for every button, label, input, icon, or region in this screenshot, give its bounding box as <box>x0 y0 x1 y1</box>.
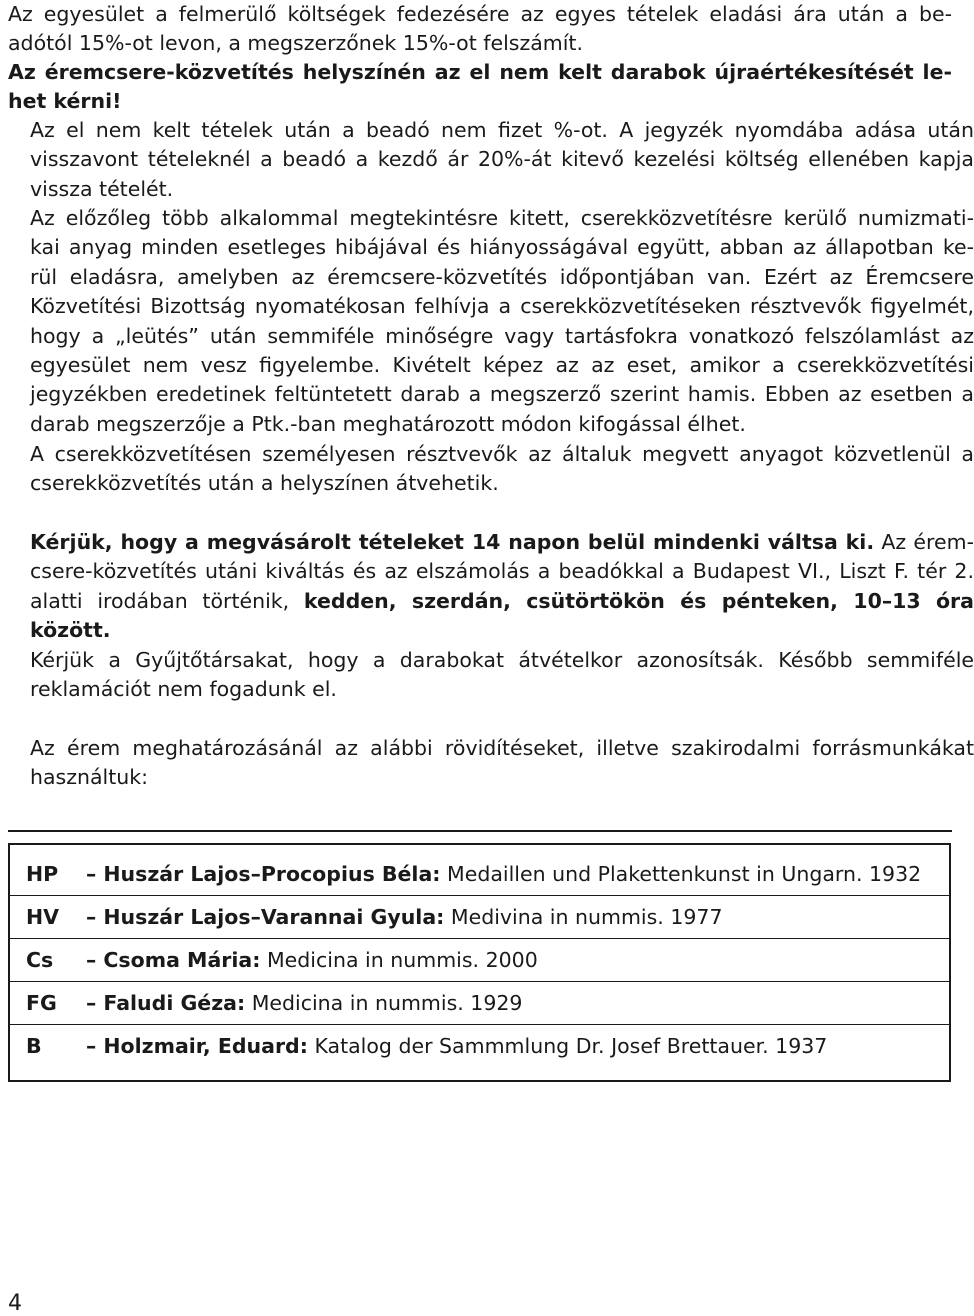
paragraph-text-segment: Kérjük a Gyűjtőtársakat, hogy a darabokat átvételkor azonosítsák. Később semmiféle reklamációt nem fogadunk el. <box>30 648 974 702</box>
reference-author: Csoma Mária: <box>103 948 261 972</box>
paragraph-pickup <box>8 440 974 499</box>
paragraph-text-segment: Kérjük, hogy a megvásárolt tételeket 14 napon belül mindenki váltsa ki. <box>30 530 875 554</box>
paragraph-text-segment: A cserekközvetítésen személyesen résztvevők az általuk megvett anyagot közvetlenül a cserekközvetítés után a helyszínen átvehetik. <box>30 442 974 496</box>
paragraph-redemption-hours <box>8 528 974 646</box>
reference-row <box>10 939 949 982</box>
reference-abbreviation: FG <box>26 991 57 1015</box>
reference-row <box>10 853 949 896</box>
paragraph-text-segment: Az el nem kelt tételek után a beadó nem fizet %-ot. A jegyzék nyomdába adása után visszavont tételeknél a beadó a kezdő ár 20%-át kitevő kezelési költség ellenében kapja vissza tételét. <box>30 118 974 201</box>
paragraph-text-segment: Az egyesület a felmerülő költségek fedezésére az egyes tételek eladási ára után a be- adótól 15%-ot levon, a megszerzőnek 15%-ot felszámít. <box>8 2 952 56</box>
paragraph-text-segment: Az érem meghatározásánál az alábbi rövidítéseket, illetve szakirodalmi forrásmunkákat használtuk: <box>30 736 974 790</box>
paragraph-text-segment: Az előzőleg több alkalommal megtekintésre kitett, cserekközvetítésre kerülő numizmati- kai anyag minden esetleges hibájával és hiányosságával együtt, abban az állapotban ke- rül eladásra, amelyben az éremcsere-közvetítés időpontjában van. Ezért az Éremcsere Közvetítési Bizottság nyomatékosan felhívja a cserekközvetítéseken résztvevők figyelmét, hogy a „leütés” után semmiféle minőségre vagy tartásfokra vonatkozó felszólamlást az egyesület nem vesz figyelembe. Kivételt képez az az eset, amikor a cserekközvetítési jegyzékben eredetinek feltüntetett darab a megszerző szerint hamis. Ebben az esetben a darab megszerzője a Ptk.-ban meghatározott módon kifogással élhet. <box>30 206 974 436</box>
reference-author: Huszár Lajos–Varannai Gyula: <box>103 905 445 929</box>
reference-author: Holzmair, Eduard: <box>103 1034 308 1058</box>
paragraph-unsold-items <box>8 116 974 204</box>
reference-citation <box>86 896 723 939</box>
reference-citation <box>86 1025 827 1068</box>
page-number: 4 <box>8 1291 22 1316</box>
paragraph-text-segment: Az éremcsere-közvetítés helyszínén az el nem kelt darabok újraértékesítését le- het kérni! <box>8 60 952 114</box>
reference-row <box>10 1025 949 1068</box>
reference-abbreviation: Cs <box>26 948 54 972</box>
reference-dash: – <box>86 862 104 886</box>
reference-dash: – <box>86 948 104 972</box>
paragraph-abbreviations-intro <box>8 734 974 793</box>
reference-abbreviation: HV <box>26 905 60 929</box>
paragraph-identification <box>8 646 974 705</box>
paragraph-text-segment: kedden, szerdán, csütörtökön és pénteken, 10–13 óra között. <box>30 588 974 643</box>
reference-title: Medaillen und Plakettenkunst in Ungarn. 1932 <box>440 862 922 886</box>
paragraph-text-segment: Az érem- csere-közvetítés utáni kiváltás és az elszámolás a beadókkal a Budapest VI., Liszt F. tér 2. alatti irodában történik, <box>30 530 974 613</box>
reference-author: Faludi Géza: <box>103 991 246 1015</box>
reference-row <box>10 982 949 1025</box>
reference-author: Huszár Lajos–Procopius Béla: <box>103 862 441 886</box>
reference-title: Medicina in nummis. 1929 <box>245 991 523 1015</box>
reference-citation <box>86 982 522 1025</box>
reference-dash: – <box>86 1034 104 1058</box>
reference-abbreviation: B <box>26 1034 42 1058</box>
paragraph-condition-disclaimer <box>8 204 974 439</box>
reference-dash: – <box>86 991 104 1015</box>
paragraph-fees <box>8 0 952 59</box>
reference-row <box>10 896 949 939</box>
reference-title: Medicina in nummis. 2000 <box>260 948 538 972</box>
reference-title: Medivina in nummis. 1977 <box>444 905 723 929</box>
reference-title: Katalog der Sammmlung Dr. Josef Brettauer. 1937 <box>307 1034 828 1058</box>
references-table <box>8 843 951 1082</box>
reference-abbreviation: HP <box>26 862 59 886</box>
reference-dash: – <box>86 905 104 929</box>
reference-citation <box>86 853 921 896</box>
paragraph-resale-notice <box>8 58 952 117</box>
reference-citation <box>86 939 538 982</box>
table-top-rule <box>8 830 952 832</box>
